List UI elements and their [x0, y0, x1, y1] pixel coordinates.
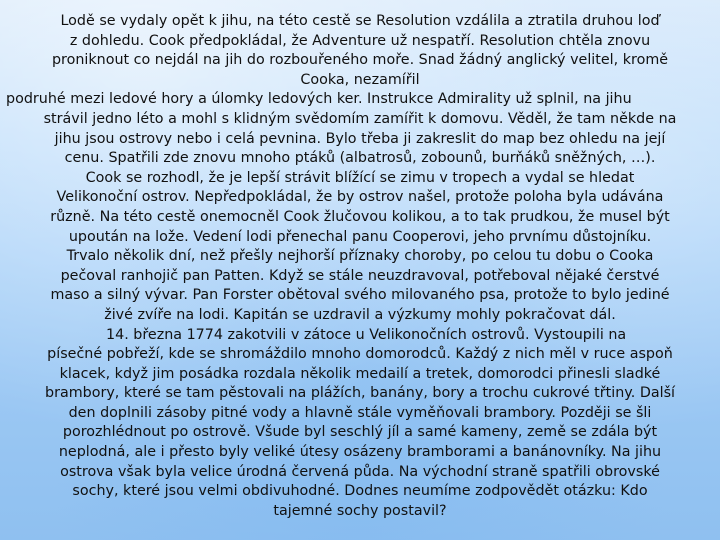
text-line: Cook se rozhodl, že je lepší strávit blížící se zimu v tropech a vydal se hledat	[85, 169, 635, 186]
text-line: Velikonoční ostrov. Nepředpokládal, že by ostrov našel, protože poloha byla udávána	[56, 189, 664, 206]
text-line: porozhlédnout po ostrově. Všude byl seschlý jíl a samé kameny, země se zdála být	[62, 424, 658, 441]
text-line: upoután na lože. Vedení lodi přenechal panu Cooperovi, jeho prvnímu důstojníku.	[68, 228, 652, 245]
text-line: písečné pobřeží, kde se shromáždilo mnoho domorodců. Každý z nich měl v ruce aspoň	[47, 346, 673, 363]
text-line: podruhé mezi ledové hory a úlomky ledových ker. Instrukce Admirality už splnil, na jihu	[6, 91, 632, 108]
text-line: cenu. Spatřili zde znovu mnoho ptáků (albatrosů, zobounů, burňáků sněžných, …).	[64, 150, 656, 167]
text-line: neplodná, ale i přesto byly veliké útesy osázeny bramborami a banánovníky. Na jihu	[58, 444, 662, 461]
text-line: klacek, když jim posádka rozdala několik medailí a tretek, domorodci přinesli sladké	[59, 365, 661, 382]
body-text	[6, 12, 714, 521]
text-line: Lodě se vydaly opět k jihu, na této cestě se Resolution vzdálila a ztratila druhou loď	[60, 13, 660, 29]
text-line: živé zvíře na lodi. Kapitán se uzdravil a výzkumy mohly pokračovat dál.	[104, 306, 616, 323]
text-line: 14. března 1774 zakotvili v zátoce u Velikonočních ostrovů. Vystoupili na	[106, 326, 627, 343]
text-line: jihu jsou ostrovy nebo i celá pevnina. Bylo třeba ji zakreslit do map bez ohledu na její	[54, 130, 666, 147]
text-line: maso a silný vývar. Pan Forster obětoval svého milovaného psa, protože to bylo jediné	[50, 287, 670, 304]
text-line: Cooka, nezamířil	[300, 71, 420, 88]
text-line: tajemné sochy postavil?	[273, 502, 447, 519]
text-line: sochy, které jsou velmi obdivuhodné. Dodnes neumíme zodpovědět otázku: Kdo	[72, 483, 648, 500]
text-line: strávil jedno léto a mohl s klidným svědomím zamířit k domovu. Věděl, že tam někde na	[43, 110, 677, 127]
text-line: pečoval ranhojič pan Patten. Když se stále neuzdravoval, potřeboval nějaké čerstvé	[60, 267, 660, 284]
text-line: den doplnili zásoby pitné vody a hlavně stále vyměňovali brambory. Později se šli	[68, 404, 652, 421]
text-line: proniknout co nejdál na jih do rozbouřeného moře. Snad žádný anglický velitel, kromě	[51, 52, 669, 69]
text-line: Trvalo několik dní, než přešly nejhorší příznaky choroby, po celou tu dobu o Cooka	[66, 248, 654, 265]
text-line: různě. Na této cestě onemocněl Cook žlučovou kolikou, a to tak prudkou, že musel být	[50, 208, 670, 225]
text-line: z dohledu. Cook předpokládal, že Adventure už nespatří. Resolution chtěla znovu	[69, 32, 651, 49]
text-line: ostrova však byla velice úrodná červená půda. Na východní straně spatřili obrovské	[60, 463, 660, 480]
text-line: brambory, které se tam pěstovali na plážích, banány, bory a trochu cukrové třtiny. Další	[45, 385, 675, 402]
